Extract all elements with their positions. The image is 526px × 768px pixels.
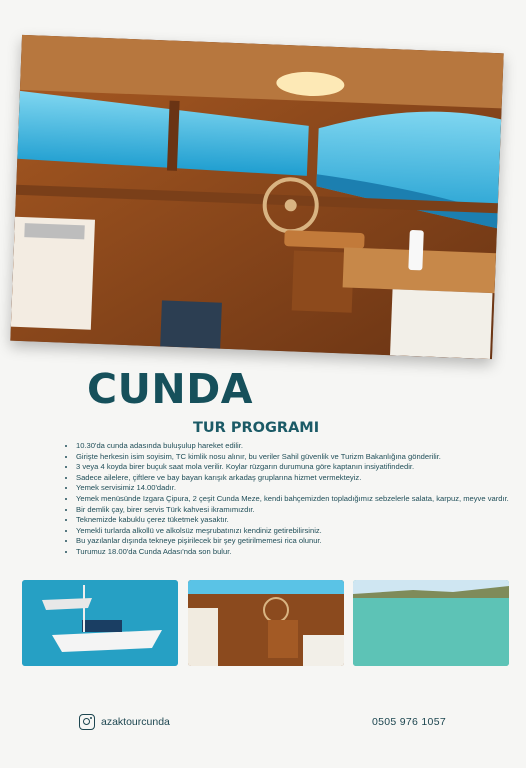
list-item: • Bu yazılanlar dışında tekneye pişirilecek bir şey getirilmemesi rica olunur. (76, 536, 516, 547)
thumbnail-boat-interior (188, 580, 344, 666)
list-item: • Yemek servisimiz 14.00'dadır. (76, 483, 516, 494)
list-item: • Bir demlik çay, birer servis Türk kahvesi ikramımızdır. (76, 505, 516, 516)
instagram-icon (79, 714, 95, 730)
instagram-handle: azaktourcunda (101, 716, 170, 728)
phone-number[interactable]: 0505 976 1057 (372, 716, 446, 728)
instagram-link[interactable] (79, 712, 170, 732)
page-title: CUNDA (87, 365, 253, 413)
list-item: • Turumuz 18.00'da Cunda Adası'nda son bulur. (76, 547, 516, 558)
thumbnail-boat-at-sea (22, 580, 178, 666)
hero-photo-boat-interior (10, 35, 503, 359)
list-item: • Yemek menüsünde Izgara Çipura, 2 çeşit Cunda Meze, kendi bahçemizden topladığımız sebzelerle salata, karpuz, meyve vardır. (76, 494, 516, 505)
list-item: • 10.30'da cunda adasında buluşulup hareket edilir. (76, 441, 516, 452)
thumbnail-sea-bay (353, 580, 509, 666)
list-item: • 3 veya 4 koyda birer buçuk saat mola verilir. Koylar rüzgarın durumuna göre kaptanın insiyatifindedir. (76, 462, 516, 473)
list-item: • Sadece ailelere, çiftlere ve bay bayan karışık arkadaş gruplarına hizmet vermekteyiz. (76, 473, 516, 484)
list-item: • Teknemizde kabuklu çerez tüketmek yasaktır. (76, 515, 516, 526)
list-item: • Girişte herkesin isim soyisim, TC kimlik nosu alınır, bu veriler Sahil güvenlik ve Turizm Bakanlığına gönderilir. (76, 452, 516, 463)
list-item: • Yemekli turlarda alkollü ve alkolsüz meşrubatınızı kendiniz getirebilirsiniz. (76, 526, 516, 537)
tour-program-list (64, 441, 516, 558)
section-subtitle: TUR PROGRAMI (193, 420, 320, 436)
